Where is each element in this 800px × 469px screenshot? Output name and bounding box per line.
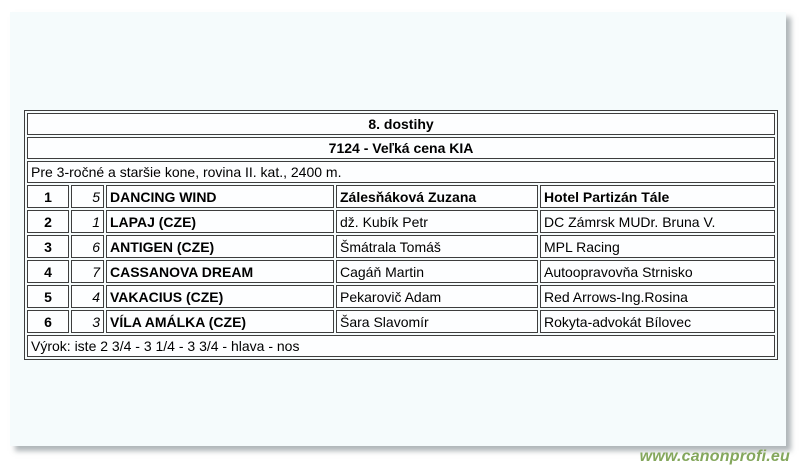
table-row <box>27 310 775 333</box>
verdict-text: Výrok: iste 2 3/4 - 3 1/4 - 3 3/4 - hlava - nos <box>27 335 775 357</box>
race-results-table <box>24 110 778 360</box>
race-number-row <box>27 113 775 135</box>
owner-cell: Hotel Partizán Tále <box>540 185 775 208</box>
place-cell: 3 <box>27 235 69 258</box>
place-cell: 5 <box>27 285 69 308</box>
race-name-row <box>27 137 775 159</box>
table-row <box>27 260 775 283</box>
start-number-cell: 5 <box>71 185 104 208</box>
table-row <box>27 185 775 208</box>
table-row <box>27 285 775 308</box>
horse-name-cell: ANTIGEN (CZE) <box>106 235 334 258</box>
race-name-title: 7124 - Veľká cena KIA <box>27 137 775 159</box>
start-number-cell: 4 <box>71 285 104 308</box>
watermark-link[interactable]: www.canonprofi.eu <box>639 448 790 465</box>
horse-name-cell: VAKACIUS (CZE) <box>106 285 334 308</box>
owner-cell: Rokyta-advokát Bílovec <box>540 310 775 333</box>
owner-cell: Autoopravovňa Strnisko <box>540 260 775 283</box>
place-cell: 2 <box>27 210 69 233</box>
horse-name-cell: VÍLA AMÁLKA (CZE) <box>106 310 334 333</box>
place-cell: 1 <box>27 185 69 208</box>
start-number-cell: 3 <box>71 310 104 333</box>
owner-cell: Red Arrows-Ing.Rosina <box>540 285 775 308</box>
results-sheet-card <box>10 12 786 446</box>
race-conditions-text: Pre 3-ročné a staršie kone, rovina II. kat., 2400 m. <box>27 161 775 183</box>
jockey-cell: Šara Slavomír <box>336 310 538 333</box>
race-number-title: 8. dostihy <box>27 113 775 135</box>
owner-cell: MPL Racing <box>540 235 775 258</box>
verdict-row <box>27 335 775 357</box>
jockey-cell: Cagáň Martin <box>336 260 538 283</box>
horse-name-cell: CASSANOVA DREAM <box>106 260 334 283</box>
jockey-cell: dž. Kubík Petr <box>336 210 538 233</box>
start-number-cell: 6 <box>71 235 104 258</box>
table-row <box>27 235 775 258</box>
table-row <box>27 210 775 233</box>
horse-name-cell: LAPAJ (CZE) <box>106 210 334 233</box>
place-cell: 6 <box>27 310 69 333</box>
owner-cell: DC Zámrsk MUDr. Bruna V. <box>540 210 775 233</box>
jockey-cell: Šmátrala Tomáš <box>336 235 538 258</box>
jockey-cell: Pekarovič Adam <box>336 285 538 308</box>
race-conditions-row <box>27 161 775 183</box>
start-number-cell: 1 <box>71 210 104 233</box>
jockey-cell: Zálesňáková Zuzana <box>336 185 538 208</box>
place-cell: 4 <box>27 260 69 283</box>
start-number-cell: 7 <box>71 260 104 283</box>
horse-name-cell: DANCING WIND <box>106 185 334 208</box>
